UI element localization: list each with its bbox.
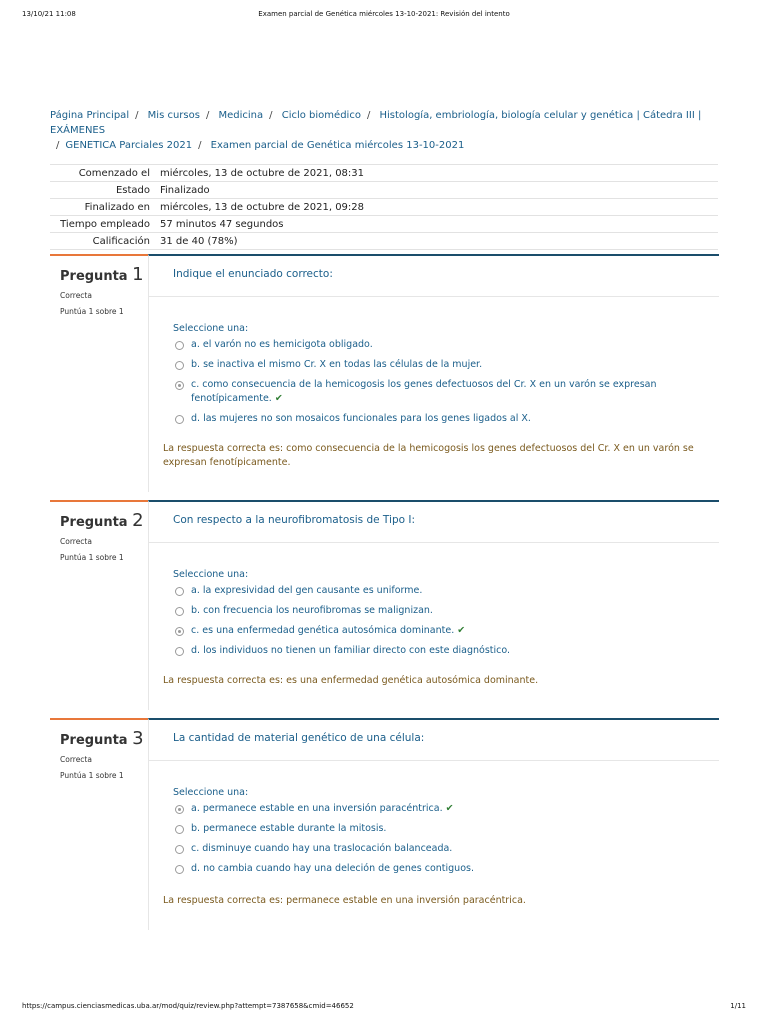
answer-option-c[interactable]: c. disminuye cuando hay una traslocación balanceada. bbox=[175, 842, 719, 856]
question-number: Pregunta 3 bbox=[60, 728, 144, 749]
radio-icon[interactable] bbox=[175, 381, 184, 390]
radio-icon[interactable] bbox=[175, 341, 184, 350]
question-1 bbox=[50, 254, 718, 490]
summary-value: miércoles, 13 de octubre de 2021, 08:31 bbox=[156, 165, 718, 182]
print-page-number: 1/11 bbox=[730, 1002, 746, 1010]
answer-prompt: Seleccione una: bbox=[173, 323, 249, 334]
breadcrumb-ciclo-biomedico[interactable]: Ciclo biomédico bbox=[281, 110, 361, 121]
breadcrumb-my-courses[interactable]: Mis cursos bbox=[147, 110, 200, 121]
question-content bbox=[148, 718, 719, 930]
answer-option-d[interactable]: d. los individuos no tienen un familiar directo con este diagnóstico. bbox=[175, 644, 719, 658]
question-grade: Puntúa 1 sobre 1 bbox=[60, 307, 124, 316]
answer-option-a[interactable]: a. permanece estable en una inversión paracéntrica. ✔ bbox=[175, 802, 719, 816]
summary-row bbox=[50, 216, 718, 233]
print-timestamp: 13/10/21 11:08 bbox=[22, 10, 76, 18]
breadcrumb-medicina[interactable]: Medicina bbox=[218, 110, 264, 121]
breadcrumb-quiz[interactable]: Examen parcial de Genética miércoles 13-10-2021 bbox=[210, 140, 465, 151]
summary-row bbox=[50, 199, 718, 216]
summary-value: miércoles, 13 de octubre de 2021, 09:28 bbox=[156, 199, 718, 216]
radio-icon[interactable] bbox=[175, 607, 184, 616]
answer-list bbox=[149, 584, 719, 658]
question-grade: Puntúa 1 sobre 1 bbox=[60, 553, 124, 562]
question-number: Pregunta 2 bbox=[60, 510, 144, 531]
question-2 bbox=[50, 500, 718, 708]
answer-option-d[interactable]: d. no cambia cuando hay una deleción de genes contiguos. bbox=[175, 862, 719, 876]
question-state: Correcta bbox=[60, 537, 92, 546]
answer-option-c[interactable]: c. como consecuencia de la hemicogosis los genes defectuosos del Cr. X en un varón se expresan fenotípicamente. ✔ bbox=[175, 378, 719, 406]
question-content bbox=[148, 254, 719, 492]
radio-icon[interactable] bbox=[175, 825, 184, 834]
answer-option-c[interactable]: c. es una enfermedad genética autosómica dominante. ✔ bbox=[175, 624, 719, 638]
summary-label: Estado bbox=[50, 182, 156, 199]
summary-label: Tiempo empleado bbox=[50, 216, 156, 233]
breadcrumb: Página Principal / Mis cursos / Medicina / Ciclo biomédico / Histología, embriología, biología celular y genética | Cátedra III | EXÁMENES / GENETICA Parciales 2021 / Examen parcial de Genética miércoles 13-10-2021 bbox=[50, 110, 702, 151]
question-state: Correcta bbox=[60, 755, 92, 764]
radio-icon[interactable] bbox=[175, 415, 184, 424]
question-text: Con respecto a la neurofibromatosis de Tipo I: bbox=[149, 502, 719, 543]
summary-row bbox=[50, 182, 718, 199]
summary-value: 57 minutos 47 segundos bbox=[156, 216, 718, 233]
answer-prompt: Seleccione una: bbox=[173, 787, 249, 798]
check-icon: ✔ bbox=[274, 393, 283, 404]
summary-label: Comenzado el bbox=[50, 165, 156, 182]
summary-value: 31 de 40 (78%) bbox=[156, 233, 718, 250]
right-answer-feedback: La respuesta correcta es: es una enfermedad genética autosómica dominante. bbox=[163, 675, 539, 686]
summary-row bbox=[50, 165, 718, 182]
answer-prompt: Seleccione una: bbox=[173, 569, 249, 580]
question-grade: Puntúa 1 sobre 1 bbox=[60, 771, 124, 780]
summary-row bbox=[50, 233, 718, 250]
answer-option-a[interactable]: a. el varón no es hemicigota obligado. bbox=[175, 338, 719, 352]
question-text: Indique el enunciado correcto: bbox=[149, 256, 719, 297]
answer-option-d[interactable]: d. las mujeres no son mosaicos funcionales para los genes ligados al X. bbox=[175, 412, 719, 426]
summary-label: Calificación bbox=[50, 233, 156, 250]
attempt-summary-table bbox=[50, 164, 718, 250]
answer-option-b[interactable]: b. se inactiva el mismo Cr. X en todas las células de la mujer. bbox=[175, 358, 719, 372]
answer-option-b[interactable]: b. con frecuencia los neurofibromas se malignizan. bbox=[175, 604, 719, 618]
breadcrumb-home[interactable]: Página Principal bbox=[50, 110, 130, 121]
breadcrumb-section[interactable]: GENETICA Parciales 2021 bbox=[65, 140, 193, 151]
answer-list bbox=[149, 802, 719, 876]
radio-icon[interactable] bbox=[175, 361, 184, 370]
summary-value: Finalizado bbox=[156, 182, 718, 199]
answer-option-a[interactable]: a. la expresividad del gen causante es uniforme. bbox=[175, 584, 719, 598]
radio-icon[interactable] bbox=[175, 805, 184, 814]
check-icon: ✔ bbox=[445, 803, 454, 814]
radio-icon[interactable] bbox=[175, 587, 184, 596]
print-url: https://campus.cienciasmedicas.uba.ar/mod/quiz/review.php?attempt=7387658&cmid=46652 bbox=[22, 1002, 354, 1010]
breadcrumb-course[interactable]: Histología, embriología, biología celular y genética | Cátedra III | EXÁMENES bbox=[50, 110, 702, 136]
print-title: Examen parcial de Genética miércoles 13-10-2021: Revisión del intento bbox=[258, 10, 510, 18]
right-answer-feedback: La respuesta correcta es: como consecuencia de la hemicogosis los genes defectuosos del Cr. X en un varón se expresan fenotípicamente. bbox=[163, 443, 694, 468]
check-icon: ✔ bbox=[457, 625, 466, 636]
right-answer-feedback: La respuesta correcta es: permanece estable en una inversión paracéntrica. bbox=[163, 895, 526, 906]
question-state: Correcta bbox=[60, 291, 92, 300]
radio-icon[interactable] bbox=[175, 865, 184, 874]
question-3 bbox=[50, 718, 718, 928]
answer-list bbox=[149, 338, 719, 426]
radio-icon[interactable] bbox=[175, 647, 184, 656]
question-content bbox=[148, 500, 719, 710]
question-info bbox=[50, 500, 148, 562]
question-info bbox=[50, 718, 148, 780]
question-text: La cantidad de material genético de una célula: bbox=[149, 720, 719, 761]
question-info bbox=[50, 254, 148, 316]
radio-icon[interactable] bbox=[175, 845, 184, 854]
answer-option-b[interactable]: b. permanece estable durante la mitosis. bbox=[175, 822, 719, 836]
radio-icon[interactable] bbox=[175, 627, 184, 636]
question-number: Pregunta 1 bbox=[60, 264, 144, 285]
summary-label: Finalizado en bbox=[50, 199, 156, 216]
